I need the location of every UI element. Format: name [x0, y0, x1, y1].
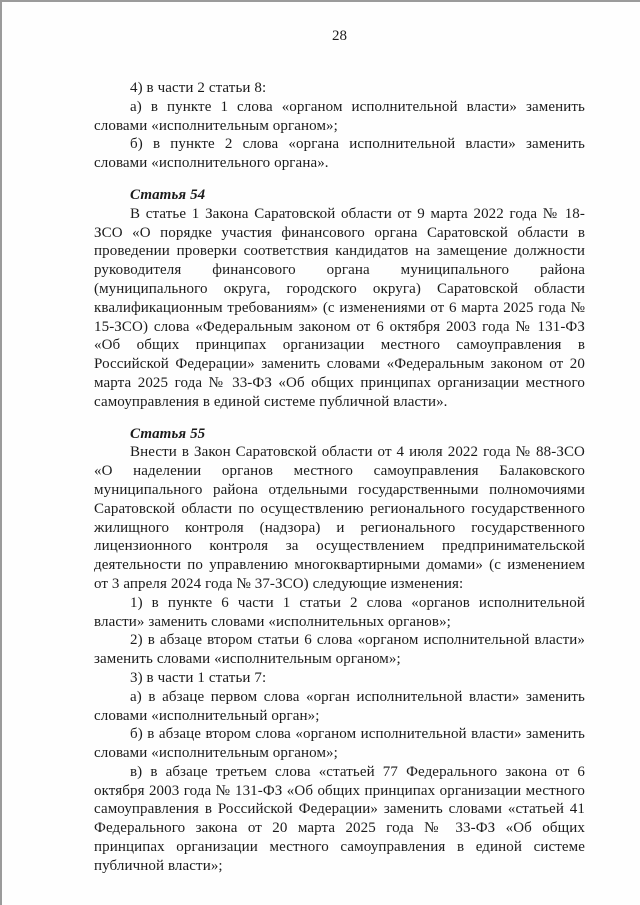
amendment-item-4b: б) в пункте 2 слова «органа исполнительной власти» заменить словами «исполнительного органа». — [94, 136, 585, 172]
document-body — [94, 79, 585, 876]
amendment-item-3v: в) в абзаце третьем слова «статьей 77 Федерального закона от 6 октября 2003 года № 131-ФЗ «Об общих принципах организации местного самоуправления в Российской Федерации» заменить словами «статьей 41 Федерального закона от 20 марта 2025 года № 33-ФЗ «Об общих принципах организации местного самоуправления в единой системе публичной власти»; — [94, 763, 585, 874]
article-54-body: В статье 1 Закона Саратовской области от 9 марта 2022 года № 18-ЗСО «О порядке участия финансового органа Саратовской области в проведении проверки соответствия кандидатов на замещение должности руководителя финансового органа муниципального района (муниципального округа, городского округа) Саратовской области квалификационным требованиям» (с изменениями от 6 марта 2025 года № 15-ЗСО) слова «Федеральным законом от 6 октября 2003 года № 131-ФЗ «Об общих принципах организации местного самоуправления в Российской Федерации» заменить словами «Федеральным законом от 20 марта 2025 года № 33-ФЗ «Об общих принципах организации местного самоуправления в единой системе публичной власти». — [94, 205, 585, 410]
amendment-item-3a: а) в абзаце первом слова «орган исполнительной власти» заменить словами «исполнительный орган»; — [94, 688, 585, 724]
page-number: 28 — [332, 28, 347, 44]
article-54-heading: Статья 54 — [130, 186, 206, 203]
amendment-item-1: 1) в пункте 6 части 1 статьи 2 слова «органов исполнительной власти» заменить словами «исполнительных органов»; — [94, 594, 585, 630]
scan-edge-left — [0, 0, 2, 905]
article-55-intro: Внести в Закон Саратовской области от 4 июля 2022 года № 88-ЗСО «О наделении органов местного самоуправления Балаковского муниципального района отдельными государственными полномочиями Саратовской области по осуществлению регионального государственного жилищного контроля (надзора) и регионального государственного лицензионного контроля за осуществлением предпринимательской деятельности по управлению многоквартирными домами» (с изменением от 3 апреля 2024 года № 37-ЗСО) следующие изменения: — [94, 444, 585, 592]
amendment-item-3b: б) в абзаце втором слова «органом исполнительной власти» заменить словами «исполнительным органом»; — [94, 726, 585, 762]
article-55-heading: Статья 55 — [130, 425, 206, 442]
amendment-item-4a: а) в пункте 1 слова «органом исполнительной власти» заменить словами «исполнительным органом»; — [94, 98, 585, 134]
amendment-item-3: 3) в части 1 статьи 7: — [130, 669, 267, 686]
amendment-item-2: 2) в абзаце втором статьи 6 слова «органом исполнительной власти» заменить словами «исполнительным органом»; — [94, 632, 585, 668]
amendment-item-4: 4) в части 2 статьи 8: — [130, 80, 267, 96]
scan-edge-top — [0, 0, 640, 2]
